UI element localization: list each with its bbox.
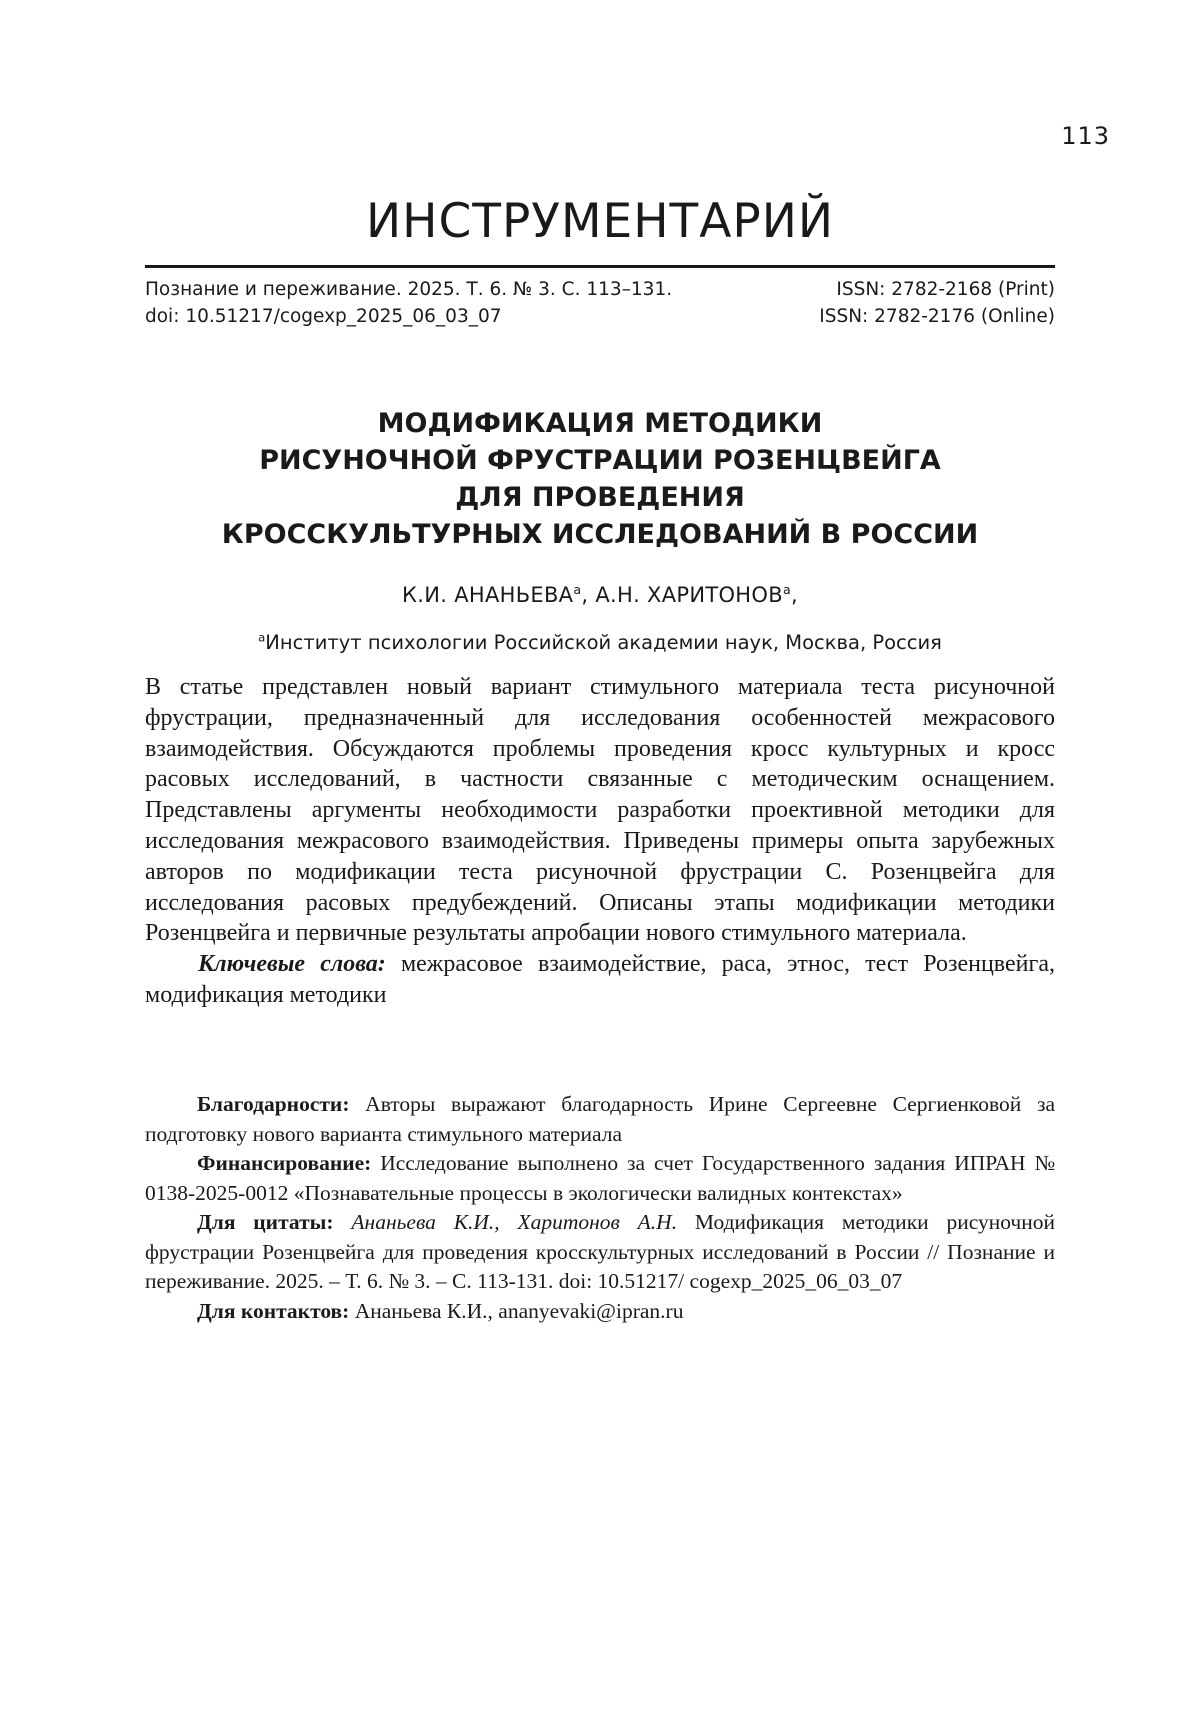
funding-text: Исследование выполнено за счет Государственного задания ИПРАН № 0138-2025-0012 «Познавательные процессы в экологически валидных контекстах»	[145, 1151, 1055, 1205]
meta-row-1	[145, 276, 1055, 303]
affiliation	[145, 631, 1055, 654]
author-trailing: ,	[790, 583, 798, 607]
issn-print: ISSN: 2782-2168 (Print)	[836, 279, 1055, 300]
author-name: А.Н. ХАРИТОНОВ	[595, 583, 783, 607]
funding-label: Финансирование:	[197, 1151, 372, 1175]
citation-note	[145, 1208, 1055, 1297]
doi: doi: 10.51217/cogexp_2025_06_03_07	[145, 306, 502, 327]
section-title: ИНСТРУМЕНТАРИЙ	[365, 194, 835, 249]
header-rule	[145, 265, 1055, 268]
author-name: К.И. АНАНЬЕВА	[402, 583, 574, 607]
contacts-label: Для контактов:	[197, 1298, 350, 1323]
affiliation-text: Институт психологии Российской академии наук, Москва, Россия	[265, 631, 942, 654]
journal-meta	[145, 276, 1055, 330]
acknowledgements-label: Благодарности:	[197, 1092, 350, 1116]
keywords-text: межрасовое взаимодействие, раса, этнос, тест Розенцвейга, модификация методики	[145, 951, 1055, 1008]
acknowledgements	[145, 1090, 1055, 1149]
acknowledgements-text: Авторы выражают благодарность Ирине Сергеевне Сергиенковой за подготовку нового варианта стимульного материала	[145, 1092, 1055, 1146]
affiliation-mark: a	[782, 582, 791, 597]
abstract-text: В статье представлен новый вариант стимульного материала теста рисуночной фрустрации, предназначенный для исследования особенностей межрасового взаимодействия. Обсуждаются проблемы проведения кросс культурных и кросс расовых исследований, в частности связанные с методическим оснащением. Представлены аргументы необходимости разработки проективной методики для исследования межрасового взаимодействия. Приведены примеры опыта зарубежных авторов по модификации теста рисуночной фрустрации С. Розенцвейга для исследования расовых предубеждений. Описаны этапы модификации методики Розенцвейга и первичные результаты апробации нового стимульного материала.	[145, 674, 1055, 947]
author-separator: ,	[581, 583, 596, 607]
article-notes	[145, 1090, 1055, 1326]
citation-label: Для цитаты:	[197, 1210, 334, 1234]
article-title	[145, 405, 1055, 553]
meta-row-2	[145, 303, 1055, 330]
keywords-label: Ключевые слова:	[198, 951, 386, 978]
keywords	[145, 949, 1055, 1011]
article-title-line: МОДИФИКАЦИЯ МЕТОДИКИ	[377, 408, 823, 439]
contacts	[145, 1297, 1055, 1327]
citation-text: Модификация методики рисуночной фрустрации Розенцвейга для проведения кросскультурных исследований в России // Познание и переживание. 2025. – Т. 6. № 3. – С. 113-131. doi: 10.51217/ cogexp_2025_06_03_07	[145, 1210, 1055, 1293]
issn-online: ISSN: 2782-2176 (Online)	[819, 306, 1055, 327]
article-title-line: КРОССКУЛЬТУРНЫХ ИССЛЕДОВАНИЙ В РОССИИ	[221, 519, 979, 550]
contacts-text: Ананьева К.И., ananyevaki@ipran.ru	[349, 1298, 684, 1323]
article-title-line: РИСУНОЧНОЙ ФРУСТРАЦИИ РОЗЕНЦВЕЙГА	[259, 445, 941, 476]
journal-citation: Познание и переживание. 2025. Т. 6. № 3. С. 113–131.	[145, 279, 673, 300]
affiliation-mark: a	[258, 630, 266, 645]
abstract	[145, 672, 1055, 1011]
page-number: 113	[1061, 122, 1110, 150]
affiliation-mark: a	[573, 582, 582, 597]
funding	[145, 1149, 1055, 1208]
article-title-line: ДЛЯ ПРОВЕДЕНИЯ	[455, 482, 745, 513]
citation-authors: Ананьева К.И., Харитонов А.Н.	[333, 1210, 678, 1234]
authors	[145, 583, 1055, 607]
